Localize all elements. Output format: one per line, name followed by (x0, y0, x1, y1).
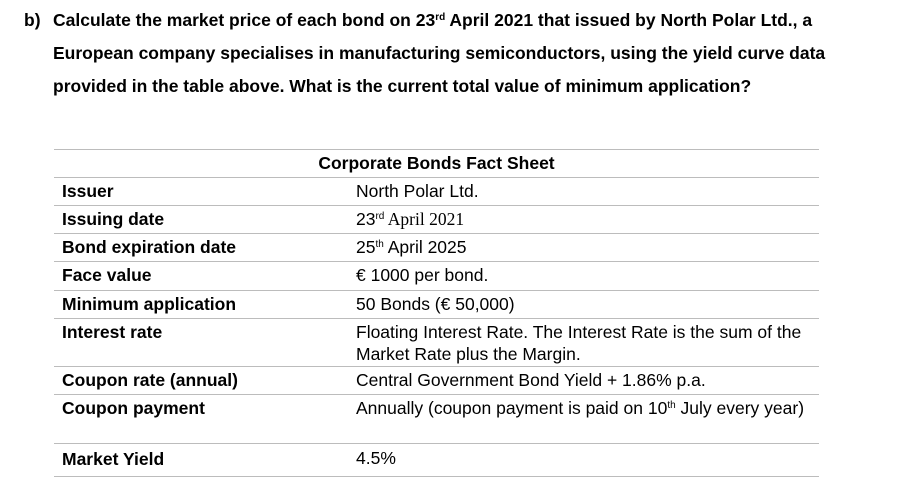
row-value: Central Government Bond Yield + 1.86% p.a. (356, 370, 706, 390)
row-value-rest: April 2025 (383, 237, 467, 257)
row-value-day: 23 (356, 209, 376, 229)
row-value-day: 25 (356, 237, 376, 257)
table-row-issuer (54, 177, 819, 205)
row-value-sup: rd (375, 211, 385, 222)
row-value: North Polar Ltd. (356, 181, 479, 201)
row-key: Issuer (62, 181, 114, 201)
question-label: b) (24, 10, 41, 30)
question-block (24, 4, 874, 103)
row-key: Coupon rate (annual) (62, 370, 238, 390)
row-value (356, 206, 819, 230)
row-key: Bond expiration date (62, 237, 237, 257)
question-text-part-2: April 2021 that issued by North Polar Ltd., a European company specialises in manufacturing semiconductors, using the yield curve data provided in the table above. What is the current total value of minimum application? (53, 10, 826, 96)
table-row-coupon-rate (54, 366, 819, 394)
table-row-minimum-application (54, 290, 819, 318)
row-key: Issuing date (62, 209, 165, 229)
bond-fact-sheet-table (54, 149, 819, 477)
row-key: Interest rate (62, 322, 163, 342)
row-value: Floating Interest Rate. The Interest Rate is the sum of the Market Rate plus the Margin. (356, 322, 802, 364)
question-text-sup: rd (435, 12, 446, 23)
row-key: Market Yield (62, 449, 165, 469)
row-value: 4.5% (356, 448, 396, 468)
row-value-part-2: July every year) (675, 398, 805, 418)
row-value-sup: th (667, 400, 676, 411)
row-value-rest: April 2021 (384, 209, 465, 229)
table-title: Corporate Bonds Fact Sheet (318, 153, 555, 173)
table-title-row (54, 149, 819, 177)
table-row-coupon-payment (54, 394, 819, 443)
row-value (356, 234, 819, 258)
table-row-issuing-date (54, 205, 819, 233)
question-text-part-1: Calculate the market price of each bond on 23 (53, 10, 436, 30)
row-value: 50 Bonds (€ 50,000) (356, 294, 515, 314)
row-key: Coupon payment (62, 398, 205, 418)
row-value (356, 395, 819, 419)
table-row-expiration-date (54, 233, 819, 261)
row-value-part-1: Annually (coupon payment is paid on 10 (356, 398, 668, 418)
question-text (53, 4, 874, 103)
row-key: Face value (62, 265, 152, 285)
table-row-interest-rate (54, 318, 819, 366)
table-row-face-value (54, 261, 819, 290)
row-value: € 1000 per bond. (356, 265, 489, 285)
row-key: Minimum application (62, 294, 237, 314)
row-value-sup: th (375, 239, 384, 250)
table-row-market-yield (54, 443, 819, 477)
